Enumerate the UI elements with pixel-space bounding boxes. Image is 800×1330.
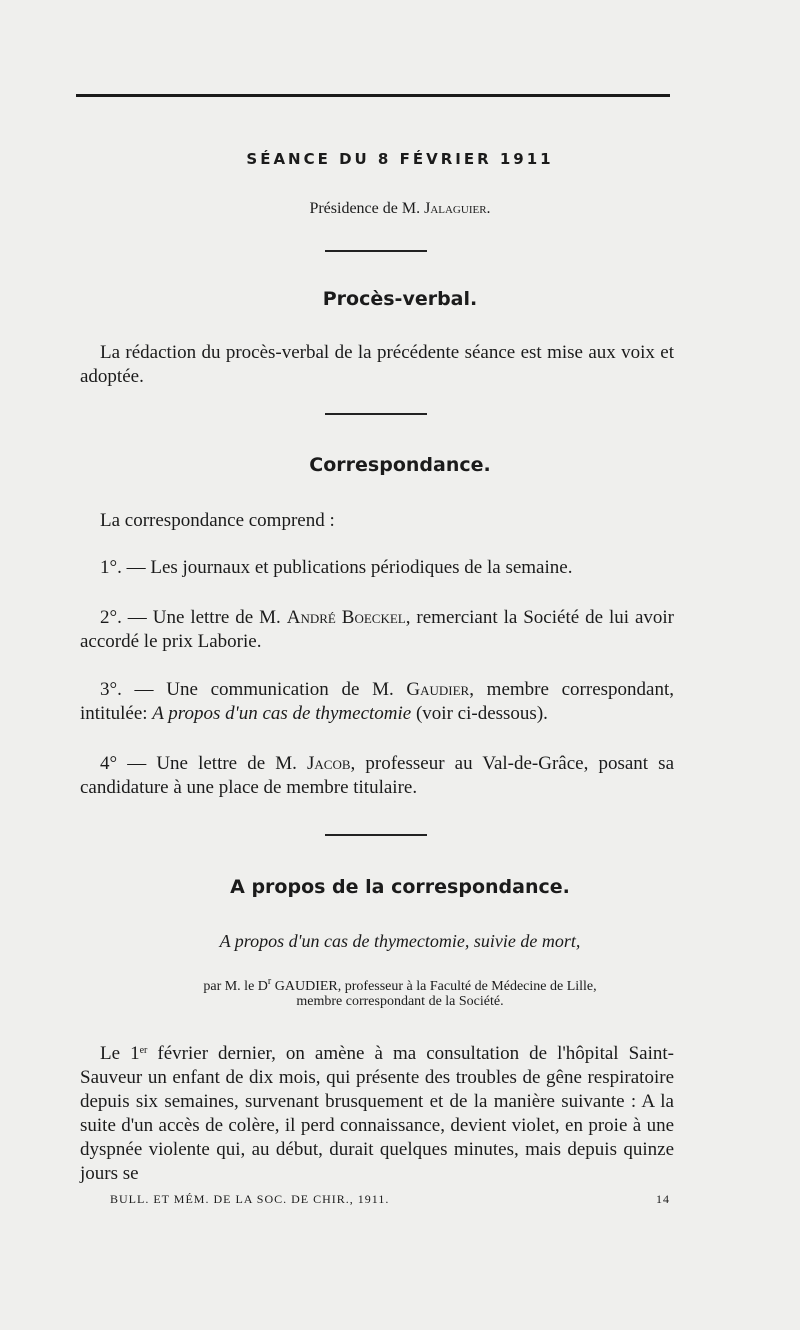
author-line-2: membre correspondant de la Société.	[296, 994, 504, 1009]
author-suffix: GAUDIER, professeur à la Faculté de Médecine de Lille,	[271, 979, 597, 994]
apropos-heading: A propos de la correspondance.	[230, 876, 570, 898]
item-3-title: A propos d'un cas de thymectomie	[152, 703, 412, 724]
proces-verbal-text	[80, 341, 674, 389]
correspondance-intro	[80, 509, 674, 533]
presidence-line	[0, 200, 800, 218]
presidence-suffix: .	[486, 200, 491, 217]
item-3-name: Gaudier	[406, 679, 470, 700]
correspondance-intro-text: La correspondance comprend :	[100, 510, 335, 531]
section-divider	[325, 834, 427, 836]
article-body-text	[80, 1039, 674, 1186]
item-2-text	[80, 606, 674, 654]
top-rule	[76, 94, 670, 97]
item-3-prefix: 3°. — Une communication de M.	[100, 679, 407, 700]
session-title: SÉANCE DU 8 FÉVRIER 1911	[246, 150, 554, 168]
item-4-suffix: , professeur au Val-de-Grâce, posant sa candidature à une place de membre titulaire.	[80, 753, 674, 798]
correspondance-item-3	[80, 678, 674, 726]
item-3-suffix: (voir ci-dessous).	[411, 703, 548, 724]
body-prefix: Le 1	[100, 1043, 140, 1064]
correspondance-heading: Correspondance.	[309, 454, 491, 476]
presidence-prefix: Présidence de M.	[309, 200, 425, 217]
item-2-suffix: , remerciant la Société de lui avoir accordé le prix Laborie.	[80, 607, 674, 652]
item-4-name: Jacob	[307, 753, 351, 774]
journal-reference: BULL. ET MÉM. DE LA SOC. DE CHIR., 1911.	[110, 1192, 390, 1206]
item-2-prefix: 2°. — Une lettre de M.	[100, 607, 287, 628]
correspondance-item-1	[80, 556, 674, 580]
presidence-name: Jalaguier	[424, 200, 487, 217]
section-divider	[325, 250, 427, 252]
article-body	[80, 1039, 674, 1186]
body-suffix: février dernier, on amène à ma consultation de l'hôpital Saint-Sauveur un enfant de dix mois, qui présente des troubles de gêne respiratoire depuis six semaines, survenant brusquement et de la manière suivante : A la suite d'un accès de colère, il perd connaissance, devient violet, en proie à une dyspnée violente qui, au début, durait quelques minutes, mais depuis quinze jours se	[80, 1043, 674, 1184]
item-2-name: André Boeckel	[286, 607, 406, 628]
article-subtitle: A propos d'un cas de thymectomie, suivie de mort,	[219, 931, 581, 951]
proces-verbal-paragraph: La rédaction du procès-verbal de la précédente séance est mise aux voix et adoptée.	[80, 342, 674, 387]
proces-verbal-heading: Procès-verbal.	[322, 288, 478, 310]
item-3-middle: , membre correspondant, intitulée:	[80, 679, 674, 724]
item-1-text: 1°. — Les journaux et publications périodiques de la semaine.	[100, 557, 573, 578]
section-divider	[325, 413, 427, 415]
item-3-text	[80, 678, 674, 726]
body-sup: er	[139, 1045, 148, 1056]
page-number: 14	[656, 1192, 670, 1206]
item-4-prefix: 4° — Une lettre de M.	[100, 753, 308, 774]
correspondance-item-2	[80, 606, 674, 654]
page-footer	[110, 1192, 670, 1207]
author-sup: r	[267, 976, 272, 987]
correspondance-item-4	[80, 752, 674, 800]
item-4-text	[80, 752, 674, 800]
author-prefix: par M. le D	[203, 979, 268, 994]
